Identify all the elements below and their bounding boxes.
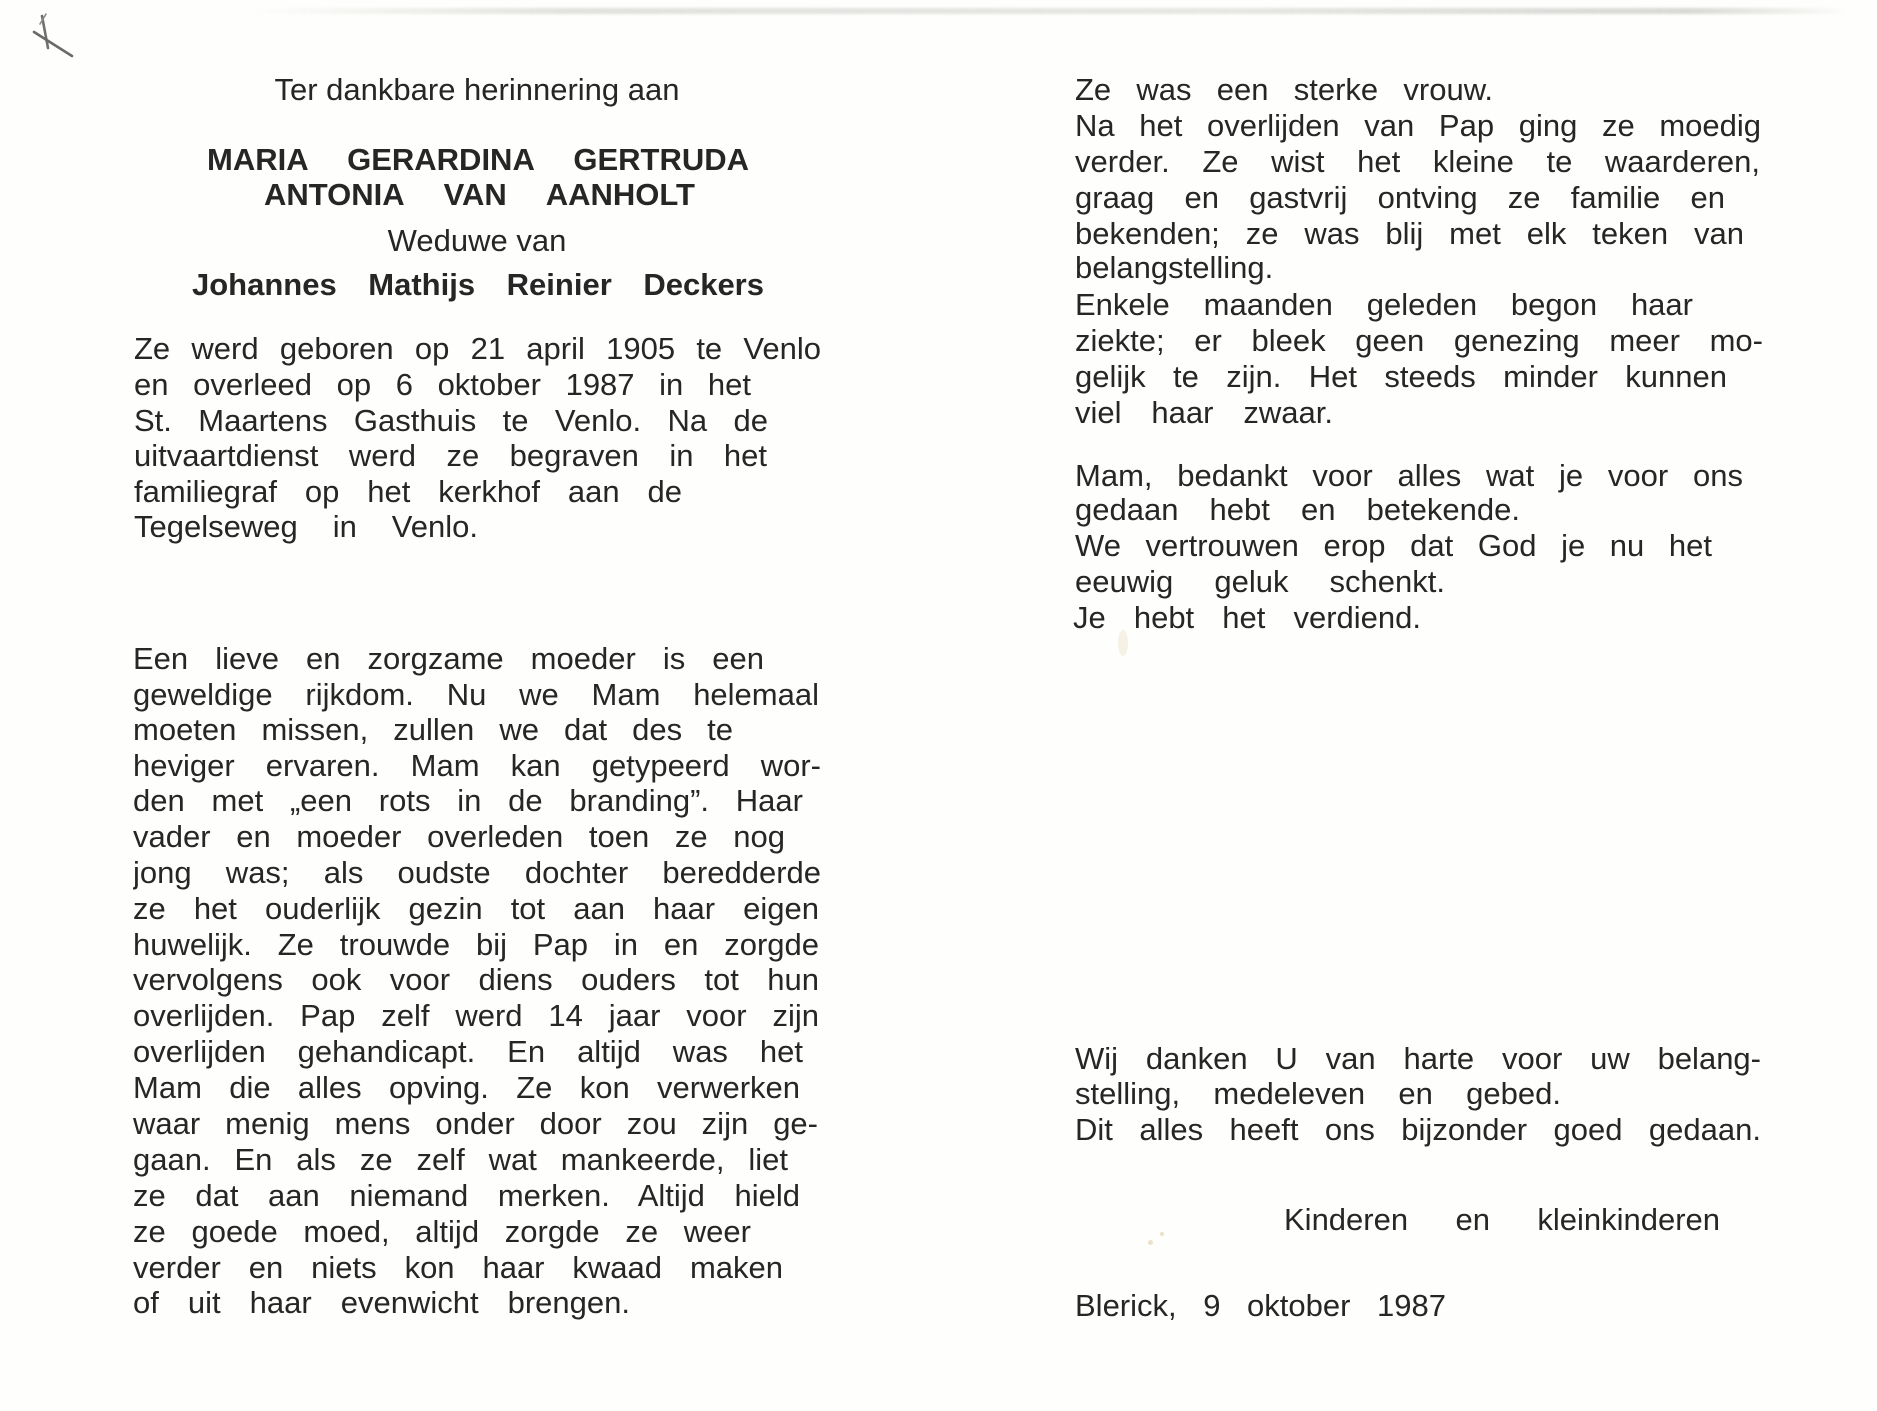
widow-of-label: Weduwe van [387,223,567,258]
paper-top-edge [250,8,1850,14]
text-line: viel haar zwaar. [1075,395,1333,430]
text-line: St. Maartens Gasthuis te Venlo. Na de [134,403,768,438]
text-line: Mam, bedankt voor alles wat je voor ons [1075,458,1743,493]
text-line: eeuwig geluk schenkt. [1075,564,1445,599]
text-line: ze goede moed, altijd zorgde ze weer [133,1214,751,1249]
text-line: Enkele maanden geleden begon haar [1075,287,1693,322]
text-line: belangstelling. [1075,250,1274,285]
text-line: uitvaartdienst werd ze begraven in het [134,438,767,473]
text-line: ziekte; er bleek geen genezing meer mo- [1075,323,1763,358]
signature: Kinderen en kleinkinderen [1284,1202,1720,1237]
text-line: gedaan hebt en betekende. [1075,492,1520,527]
text-line: We vertrouwen erop dat God je nu het [1075,528,1712,563]
text-line: gelijk te zijn. Het steeds minder kunnen [1075,359,1727,394]
text-line: vervolgens ook voor diens ouders tot hun [133,962,819,997]
text-line: Ze was een sterke vrouw. [1075,72,1493,107]
text-line: Tegelseweg in Venlo. [134,509,478,544]
text-line: Je hebt het verdiend. [1073,600,1421,635]
text-line: waar menig mens onder door zou zijn ge- [133,1106,818,1141]
text-line: gaan. En als ze zelf wat mankeerde, liet [133,1142,788,1177]
text-line: Wij danken U van harte voor uw belang- [1075,1041,1761,1076]
paper-stain [1160,1232,1164,1236]
deceased-name-line1: MARIA GERARDINA GERTRUDA [207,142,749,177]
text-line: overlijden gehandicapt. En altijd was het [133,1034,803,1069]
text-line: jong was; als oudste dochter beredderde [133,855,821,890]
text-line: Ze werd geboren op 21 april 1905 te Venlo [134,331,821,366]
deceased-name-line2: ANTONIA VAN AANHOLT [264,177,695,212]
text-line: geweldige rijkdom. Nu we Mam helemaal [133,677,819,712]
intro-line: Ter dankbare herinnering aan [274,72,680,107]
text-line: bekenden; ze was blij met elk teken van [1075,216,1744,251]
text-line: en overleed op 6 oktober 1987 in het [134,367,751,402]
pencil-cross-mark [28,10,76,60]
text-line: graag en gastvrij ontving ze familie en [1075,180,1725,215]
text-line: heviger ervaren. Mam kan getypeerd wor- [133,748,821,783]
text-line: stelling, medeleven en gebed. [1075,1076,1561,1111]
text-line: moeten missen, zullen we dat des te [133,712,733,747]
text-line: verder. Ze wist het kleine te waarderen, [1075,144,1760,179]
place-and-date: Blerick, 9 oktober 1987 [1075,1288,1446,1323]
text-line: verder en niets kon haar kwaad maken [133,1250,783,1285]
text-line: ze dat aan niemand merken. Altijd hield [133,1178,800,1213]
text-line: ze het ouderlijk gezin tot aan haar eigen [133,891,819,926]
text-line: familiegraf op het kerkhof aan de [134,474,682,509]
paper-stain [1118,630,1128,656]
text-line: of uit haar evenwicht brengen. [133,1285,630,1320]
paper-stain [1148,1240,1153,1245]
text-line: vader en moeder overleden toen ze nog [133,819,785,854]
spouse-name: Johannes Mathijs Reinier Deckers [192,267,764,302]
text-line: den met „een rots in de branding”. Haar [133,783,803,818]
text-line: huwelijk. Ze trouwde bij Pap in en zorgde [133,927,819,962]
text-line: Mam die alles opving. Ze kon verwerken [133,1070,800,1105]
text-line: Een lieve en zorgzame moeder is een [133,641,764,676]
text-line: Na het overlijden van Pap ging ze moedig [1075,108,1761,143]
text-line: Dit alles heeft ons bijzonder goed gedaan. [1075,1112,1761,1147]
text-line: overlijden. Pap zelf werd 14 jaar voor zijn [133,998,819,1033]
